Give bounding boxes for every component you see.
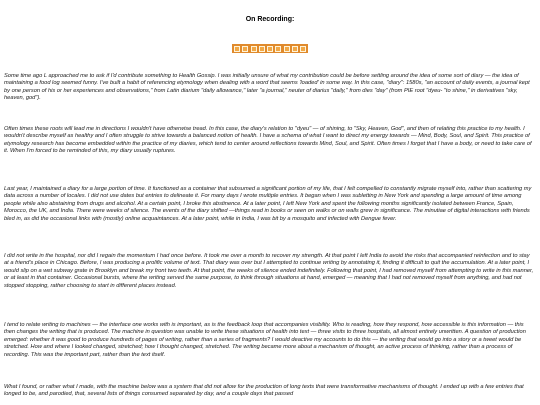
paragraph: I tend to relate writing to machines — the interface one works with is important, as is the feedback loop that accompanies visibility. Who is reading, how they respond, how accessible is this information — this then changes the writing that is produced. The machine in question was unable to write these situations of health into text — three visits to three hospitals, all almost entirely unwritten. A question of production emerged: whether it was good to produce hundreds of pages of writing, rather than a series of fragments? I would deactive my accounts to do this — the writing that would go into a story or a tweet would be stretched. How and where I looked changed, stretched; how I thought changed, stretched. The writing became more about a mechanism of thought, an active process of thinking, rather than a process of recording. This was the important part, rather than the text itself. xyxy=(4,322,526,358)
stamp-icon xyxy=(259,46,265,52)
paragraph: What I found, or rather what I made, with the machine below was a system that did not allow for the production of long texts that were transformative mechanisms of thought. I ended up with a few entries that longed to be, and parodied, that, several lists of things consumed separated by day, and a couple days that passed xyxy=(4,384,524,398)
stamp-strip xyxy=(232,44,308,53)
paragraph: Last year, I maintained a diary for a large portion of time. It functioned as a container that subsumed a significant portion of my life, that I felt compelled to constantly migrate myself into, rather than scattering my data across a number of locales. I did not use dates but entries to delineate it. For many days I wrote multiple entries. It began when I was subletting in New York and spending a large amount of time among people while also abstaining from drugs and alcohol. At a certain point, I broke this abstinence. At a later point, I left New York and spent the following months significantly isolated between France, Spain, Morocco, the UK, and India. There were weeks of silence. The events of the diary shifted —things read in books or seen on walks or on walls grew in significance. The minutiae of digital interactions with friends bled in, as did the occasional links with (mostly) online acquaintances. At a later point, while in India, I was bit by a mosquito and infected with Dengue fever. xyxy=(4,186,532,222)
stamp-icon xyxy=(275,46,281,52)
stamp-icon xyxy=(292,46,298,52)
paragraph: Often times these roots will lead me in directions I wouldn't have otherwise tread. In this case, the diary's relation to "dyeu" — of shining, to "Sky, Heaven, God", and then of relating this practice to my health. I wouldn't describe myself as healthy and I often struggle to strive towards a balanced notion of health. I have a schema of what I want to direct my energy towards — Mind, Body, Soul, and Spirit. This practice of etymology research has become embedded within the practice of my diaries, which tend to center around reflections towards Mind, Soul, and Spirit. Often times I forget that I have a body, or need to take care of it. When I'm forced to be reminded of this, my diary usually ruptures. xyxy=(4,126,532,155)
stamp-icon xyxy=(267,46,273,52)
stamp-icon xyxy=(242,46,248,52)
stamp-icon xyxy=(251,46,257,52)
paragraph: I did not write in the hospital, nor did I regain the momentum I had once before. It took me over a month to recover my strength. At that point I left India to avoid the risks that accompanied reinfection and to stay at a friend's place in Chicago. Before, I was producing a prolific volume of text. That diary was over but I attempted to continue writing by annotating it, finding it difficult to quit the accumulation. At a later point, I would slip on a wet subway grate in Brooklyn and break my front two teeth. At that point, the weeks of silence ended indefinitely. Following that point, I had removed myself from attempting to write in this manner, or at least in that container. Occasional bursts, where the writing served the same purpose, to think through situations at hand, emerged — meaning that I had not removed myself from anything, and had not stopped stopping, rather choosing to start in different places instead. xyxy=(4,253,534,289)
stamp-icon xyxy=(300,46,306,52)
stamp-icon xyxy=(234,46,240,52)
paragraph: Some time ago L approached me to ask if I'd contribute something to Health Gossip. I was initially unsure of what my contribution could be before settling around the idea of some sort of diary — the idea of maintaining a food log seemed funny. I've built a habit of referencing etymology when dealing with a word that seems 'loaded' in some way. In this case, "diary": 1580s, "an account of daily events, a journal kept by one person of his or her experiences and observations," from Latin diarium "daily allowance," later "a journal," neuter of diarius "daily," from dies "day" (from PIE root "dyeu- "to shine," in derivatives "sky, heaven, god"). xyxy=(4,73,530,102)
page-title: On Recording: xyxy=(245,16,295,23)
stamp-icon xyxy=(284,46,290,52)
